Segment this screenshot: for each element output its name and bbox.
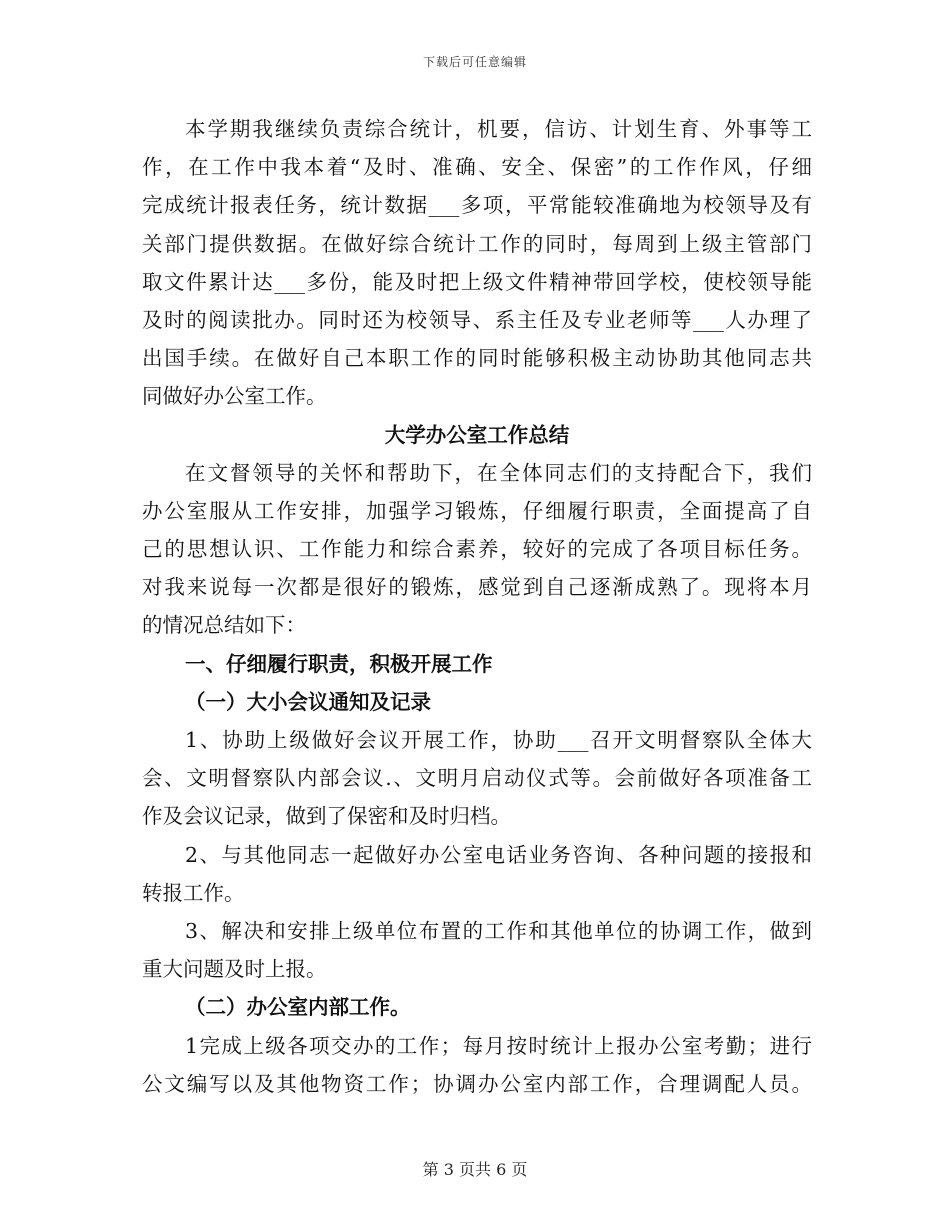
paragraph-line: 转报工作。 (142, 880, 245, 905)
paragraph-line: 会、文明督察队内部会议.、文明月启动仪式等。会前做好各项准备工 (142, 766, 812, 791)
paragraph-line: 作及会议记录，做到了保密和及时归档。 (142, 804, 511, 829)
page-footer: 第 3 页共 6 页 (422, 1160, 528, 1179)
subsection-heading: （一）大小会议通知及记录 (185, 689, 431, 714)
paragraph-line: 取文件累计达___多份，能及时把上级文件精神带回学校，使校领导能 (142, 269, 812, 294)
paragraph-line: 3、解决和安排上级单位布置的工作和其他单位的协调工作，做到 (185, 918, 812, 943)
paragraph-line: 的情况总结如下： (142, 613, 306, 638)
paragraph-line: 在文督领导的关怀和帮助下，在全体同志们的支持配合下，我们 (185, 460, 812, 485)
paragraph-line: 重大问题及时上报。 (142, 957, 327, 982)
paragraph-line: 公文编写以及其他物资工作；协调办公室内部工作，合理调配人员。 (142, 1071, 812, 1096)
section-heading: 一、仔细履行职责，积极开展工作 (185, 651, 493, 676)
page-header: 下载后可任意编辑 (422, 55, 527, 69)
paragraph-line: 及时的阅读批办。同时还为校领导、系主任及专业老师等___人办理了 (142, 307, 812, 332)
paragraph-line: 出国手续。在做好自己本职工作的同时能够积极主动协助其他同志共 (142, 346, 812, 371)
paragraph-line: 2、与其他同志一起做好办公室电话业务咨询、各种问题的接报和 (185, 842, 812, 867)
paragraph-line: 作，在工作中我本着“及时、准确、安全、保密”的工作作风，仔细 (142, 155, 812, 180)
paragraph-line: 1完成上级各项交办的工作；每月按时统计上报办公室考勤；进行 (185, 1033, 812, 1058)
paragraph-line: 己的思想认识、工作能力和综合素养，较好的完成了各项目标任务。 (142, 537, 812, 562)
paragraph-line: 关部门提供数据。在做好综合统计工作的同时，每周到上级主管部门 (142, 231, 812, 256)
paragraph-line: 同做好办公室工作。 (142, 384, 327, 409)
document-title: 大学办公室工作总结 (384, 422, 570, 447)
paragraph-line: 对我来说每一次都是很好的锻炼，感觉到自己逐渐成熟了。现将本月 (142, 575, 812, 600)
paragraph-line: 1、协助上级做好会议开展工作，协助___召开文明督察队全体大 (185, 728, 812, 752)
document-body (142, 110, 812, 1103)
subsection-heading: （二）办公室内部工作。 (185, 995, 411, 1020)
paragraph-line: 本学期我继续负责综合统计，机要，信访、计划生育、外事等工 (185, 117, 812, 141)
paragraph-line: 办公室服从工作安排，加强学习锻炼，仔细履行职责，全面提高了自 (142, 498, 812, 523)
paragraph-line: 完成统计报表任务，统计数据___多项，平常能较准确地为校领导及有 (142, 193, 812, 218)
